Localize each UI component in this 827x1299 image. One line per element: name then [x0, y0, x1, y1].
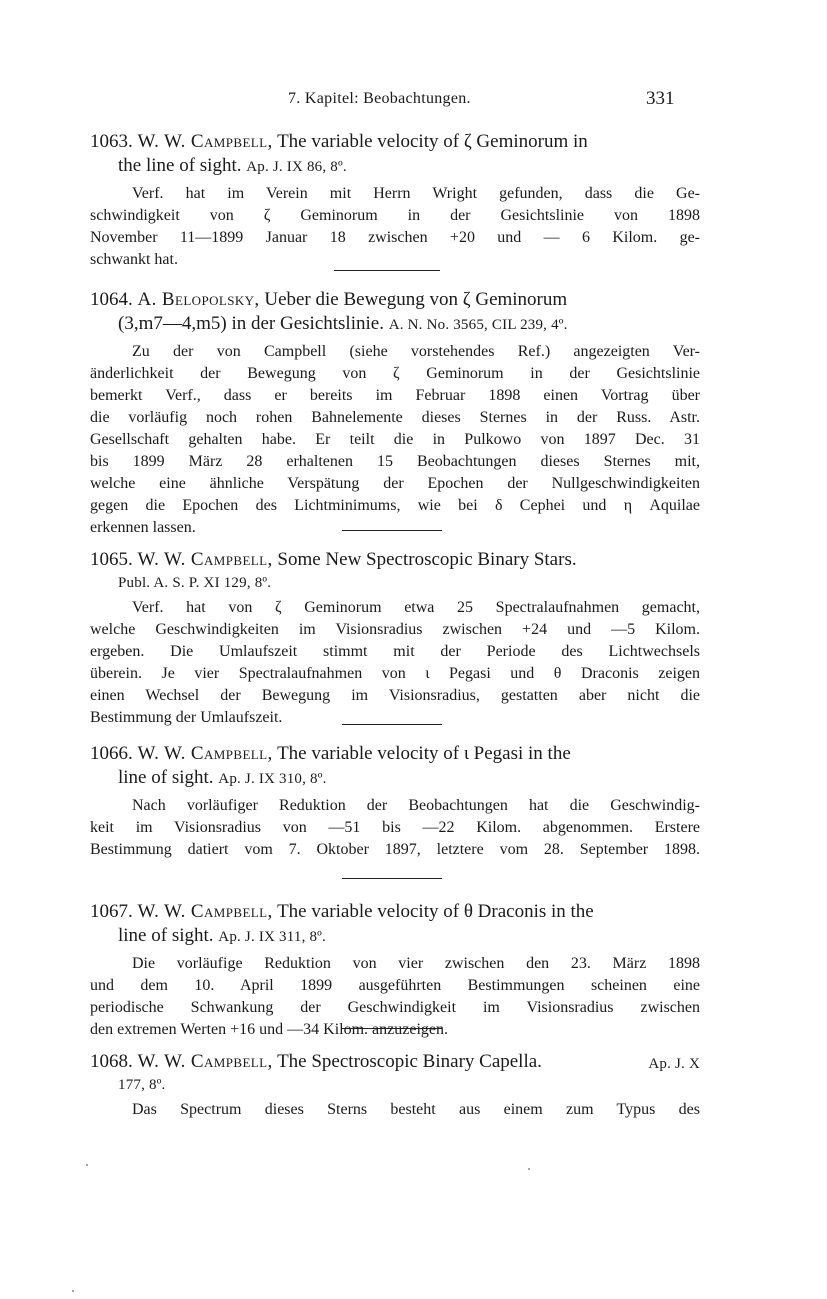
- entry-heading: [90, 900, 700, 924]
- entry-heading: [90, 130, 700, 154]
- entry-heading-continued: [90, 154, 700, 179]
- bibliography-entry-1066: [90, 742, 700, 861]
- entry-reference: A. N. No. 3565, CIL 239, 4º.: [388, 317, 568, 333]
- entry-number: 1067.: [90, 901, 133, 922]
- entry-reference: Ap. J. X: [648, 1056, 700, 1072]
- entry-body: [90, 597, 700, 729]
- body-line: und dem 10. April 1899 ausgeführten Bestimmungen scheinen eine: [90, 977, 700, 994]
- body-line: Nach vorläufiger Reduktion der Beobachtungen hat die Geschwindig-: [132, 797, 700, 814]
- entry-reference: Ap. J. IX 310, 8º.: [218, 771, 327, 787]
- separator-rule: [342, 530, 442, 531]
- entry-author: W. W. Campbell,: [137, 901, 273, 922]
- entry-number: 1065.: [90, 549, 133, 570]
- entry-body: [90, 183, 700, 271]
- entry-heading: [90, 1050, 700, 1074]
- body-line: periodische Schwankung der Geschwindigkeit im Visionsradius zwischen: [90, 999, 700, 1016]
- separator-rule: [342, 1028, 442, 1029]
- entry-author: W. W. Campbell,: [137, 549, 273, 570]
- entry-heading-continued: [90, 572, 700, 593]
- page-header: [0, 88, 827, 112]
- body-line: Verf. hat im Verein mit Herrn Wright gefunden, dass die Ge-: [132, 185, 700, 202]
- entry-heading-continued: [90, 1074, 700, 1095]
- separator-rule: [342, 724, 442, 725]
- body-line: ergeben. Die Umlaufszeit stimmt mit der Periode des Lichtwechsels: [90, 643, 700, 660]
- body-line: welche Geschwindigkeiten im Visionsradius zwischen +24 und —5 Kilom.: [90, 621, 700, 638]
- entry-title: The Spectroscopic Binary Capella.: [277, 1051, 542, 1072]
- bibliography-entry-1068: [90, 1050, 700, 1121]
- body-line: überein. Je vier Spectralaufnahmen von ι Pegasi und θ Draconis zeigen: [90, 665, 700, 682]
- body-line: keit im Visionsradius von —51 bis —22 Kilom. abgenommen. Erstere: [90, 819, 700, 836]
- entry-author: A. Belopolsky,: [137, 289, 260, 310]
- bibliography-entry-1063: [90, 130, 700, 271]
- body-line: änderlichkeit der Bewegung von ζ Geminorum in der Gesichtslinie: [90, 365, 700, 382]
- body-line: Das Spectrum dieses Sterns besteht aus einem zum Typus des: [132, 1101, 700, 1118]
- entry-author: W. W. Campbell,: [137, 1051, 273, 1072]
- body-line: erkennen lassen.: [90, 519, 196, 536]
- entry-heading-continued: [90, 766, 700, 791]
- entry-title-continued: line of sight.: [118, 925, 214, 946]
- separator-rule: [342, 878, 442, 879]
- body-line: Gesellschaft gehalten habe. Er teilt die in Pulkowo von 1897 Dec. 31: [90, 431, 700, 448]
- body-line: Verf. hat von ζ Geminorum etwa 25 Spectralaufnahmen gemacht,: [132, 599, 700, 616]
- entry-author: W. W. Campbell,: [137, 131, 273, 152]
- page-number: 331: [646, 88, 675, 109]
- entry-author: W. W. Campbell,: [137, 743, 273, 764]
- body-line: Die vorläufige Reduktion von vier zwischen den 23. März 1898: [132, 955, 700, 972]
- separator-rule: [334, 270, 440, 271]
- entry-title: The variable velocity of ι Pegasi in the: [277, 743, 571, 764]
- entry-number: 1064.: [90, 289, 133, 310]
- entry-number: 1068.: [90, 1051, 133, 1072]
- entry-number: 1066.: [90, 743, 133, 764]
- entry-body: [90, 341, 700, 539]
- entry-title: The variable velocity of θ Draconis in the: [277, 901, 594, 922]
- entry-title-continued: line of sight.: [118, 767, 214, 788]
- entry-heading-continued: [90, 924, 700, 949]
- bibliography-entry-1065: [90, 548, 700, 729]
- body-line: November 11—1899 Januar 18 zwischen +20 und — 6 Kilom. ge-: [90, 229, 700, 246]
- body-line: Bestimmung der Umlaufszeit.: [90, 709, 283, 726]
- entry-heading-continued: [90, 312, 700, 337]
- page-speck: [528, 1168, 530, 1170]
- entry-reference: Publ. A. S. P. XI 129, 8º.: [118, 575, 272, 591]
- page-speck: [86, 1164, 88, 1166]
- running-head: 7. Kapitel: Beobachtungen.: [288, 90, 471, 107]
- body-line: den extremen Werten +16 und —34 Kilom. anzuzeigen.: [90, 1021, 448, 1038]
- bibliography-entry-1067: [90, 900, 700, 1041]
- body-line: schwindigkeit von ζ Geminorum in der Gesichtslinie von 1898: [90, 207, 700, 224]
- entry-heading: [90, 288, 700, 312]
- body-line: bemerkt Verf., dass er bereits im Februar 1898 einen Vortrag über: [90, 387, 700, 404]
- entry-title: The variable velocity of ζ Geminorum in: [277, 131, 588, 152]
- entry-reference: Ap. J. IX 311, 8º.: [218, 929, 326, 945]
- entry-reference-continued: 177, 8º.: [118, 1077, 166, 1093]
- body-line: bis 1899 März 28 erhaltenen 15 Beobachtungen dieses Sternes mit,: [90, 453, 700, 470]
- body-line: einen Wechsel der Bewegung im Visionsradius, gestatten aber nicht die: [90, 687, 700, 704]
- entry-body: [90, 795, 700, 861]
- entry-heading: [90, 548, 700, 572]
- entry-heading: [90, 742, 700, 766]
- body-line: Zu der von Campbell (siehe vorstehendes Ref.) angezeigten Ver-: [132, 343, 700, 360]
- body-line: die vorläufig noch rohen Bahnelemente dieses Sternes in der Russ. Astr.: [90, 409, 700, 426]
- bibliography-entry-1064: [90, 288, 700, 539]
- entry-reference: Ap. J. IX 86, 8º.: [246, 159, 347, 175]
- entry-title: Ueber die Bewegung von ζ Geminorum: [264, 289, 568, 310]
- page-speck: [72, 1290, 74, 1292]
- body-line: Bestimmung datiert vom 7. Oktober 1897, letztere vom 28. September 1898.: [90, 841, 700, 858]
- body-line: welche eine ähnliche Verspätung der Epochen der Nullgeschwindigkeiten: [90, 475, 700, 492]
- entry-number: 1063.: [90, 131, 133, 152]
- entry-body: [90, 1099, 700, 1121]
- body-line: schwankt hat.: [90, 251, 178, 268]
- entry-title-continued: (3,m7—4,m5) in der Gesichtslinie.: [118, 313, 384, 334]
- body-line: gegen die Epochen des Lichtminimums, wie bei δ Cephei und η Aquilae: [90, 497, 700, 514]
- entry-title: Some New Spectroscopic Binary Stars.: [277, 549, 577, 570]
- entry-title-continued: the line of sight.: [118, 155, 242, 176]
